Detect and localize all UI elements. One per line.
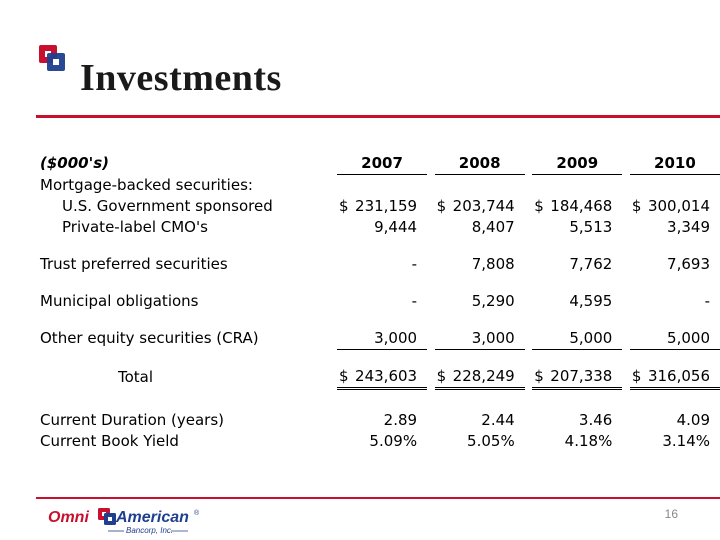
table-row (40, 254, 720, 275)
row-label: Current Book Yield (40, 432, 179, 450)
currency-symbol: $ (631, 197, 642, 215)
table-cell: - (411, 255, 418, 273)
omniamerican-logo-icon (36, 42, 68, 74)
table-cell: - (704, 292, 710, 310)
table-row (40, 328, 720, 350)
year-header: 2008 (435, 153, 525, 175)
table-row (40, 410, 720, 431)
table-cell (532, 366, 622, 389)
currency-symbol: $ (338, 197, 349, 215)
currency-symbol: $ (436, 197, 447, 215)
table-cell (435, 366, 525, 389)
table-cell: 4.18% (564, 432, 613, 450)
row-label: Municipal obligations (40, 292, 199, 310)
table-cell: 5,000 (532, 328, 622, 350)
registered-mark: ® (194, 510, 200, 517)
year-header: 2009 (532, 153, 622, 175)
cell-value: 203,744 (452, 197, 515, 215)
brand-subtitle: Bancorp, Inc. (126, 526, 174, 535)
table-cell: 5.09% (369, 432, 418, 450)
table-cell: 9,444 (374, 218, 418, 236)
table-cell: 3,000 (435, 328, 525, 350)
table-cell: 7,808 (471, 255, 515, 273)
table-row (40, 431, 720, 452)
cell-value: 207,338 (550, 367, 613, 385)
table-header-row (40, 153, 720, 175)
table-row (40, 217, 720, 238)
table-cell: 4.09 (676, 411, 710, 429)
row-label: Private-label CMO's (62, 218, 208, 236)
cell-value: 228,249 (452, 367, 515, 385)
currency-symbol: $ (436, 367, 447, 385)
page-number: 16 (664, 507, 678, 521)
table-cell (532, 196, 622, 217)
table-cell: 8,407 (471, 218, 515, 236)
table-cell (630, 196, 720, 217)
cell-value: 316,056 (647, 367, 710, 385)
year-header: 2007 (337, 153, 427, 175)
table-row (40, 175, 720, 197)
table-cell: 5,290 (471, 292, 515, 310)
table-cell: 5.05% (467, 432, 515, 450)
cell-value: 243,603 (355, 367, 418, 385)
table-cell (337, 366, 427, 389)
table-cell: 3.14% (662, 432, 710, 450)
table-cell: 5,513 (569, 218, 613, 236)
page-title: Investments (80, 57, 282, 99)
brand-mark-icon (98, 508, 116, 525)
year-header: 2010 (630, 153, 720, 175)
table-cell: - (411, 292, 418, 310)
currency-symbol: $ (534, 197, 544, 215)
cell-value: 184,468 (550, 197, 613, 215)
investments-table (40, 153, 720, 452)
footer-divider (36, 497, 720, 499)
table-cell (337, 196, 427, 217)
table-cell: 2.89 (383, 411, 418, 429)
cell-value: 300,014 (647, 197, 710, 215)
omniamerican-bancorp-logo (48, 505, 208, 535)
table-row (40, 196, 720, 217)
table-cell (630, 366, 720, 389)
currency-symbol: $ (338, 367, 349, 385)
row-label: U.S. Government sponsored (62, 197, 273, 215)
table-cell: 7,762 (569, 255, 613, 273)
table-cell: 3.46 (578, 411, 613, 429)
row-label: Total (118, 367, 154, 386)
total-row (40, 366, 720, 389)
table-cell: 7,693 (667, 255, 710, 273)
row-label: Current Duration (years) (40, 411, 225, 429)
row-label: Mortgage-backed securities: (40, 176, 253, 194)
table-cell: 5,000 (630, 328, 720, 350)
table-cell: 4,595 (569, 292, 613, 310)
row-label: Other equity securities (CRA) (40, 329, 259, 348)
currency-symbol: $ (631, 367, 642, 385)
header-divider (36, 115, 720, 118)
table-row (40, 291, 720, 312)
brand-name-omni: Omni (48, 509, 89, 526)
brand-name-american: American (116, 509, 189, 526)
table-cell: 3,000 (337, 328, 427, 350)
units-label: ($000's) (40, 154, 109, 173)
cell-value: 231,159 (355, 197, 418, 215)
table-cell: 2.44 (481, 411, 515, 429)
table-cell: 3,349 (667, 218, 710, 236)
currency-symbol: $ (534, 367, 544, 385)
row-label: Trust preferred securities (40, 255, 228, 273)
table-cell (435, 196, 525, 217)
